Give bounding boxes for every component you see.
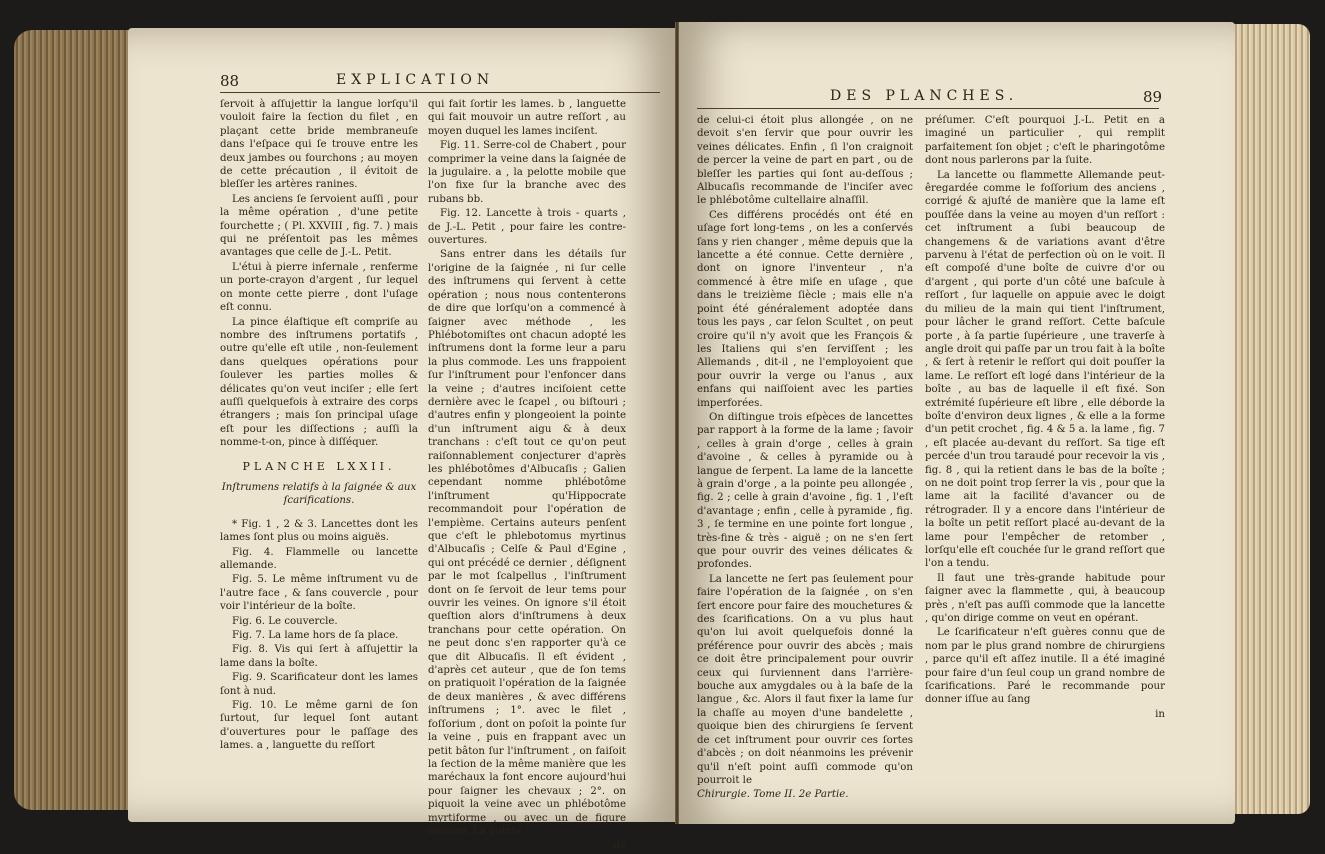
figure-item: Fig. 4. Flammelle ou lancette allemande. bbox=[220, 546, 418, 571]
right-running-head: DES PLANCHES. bbox=[830, 88, 1019, 104]
catchword: de bbox=[613, 840, 626, 852]
paragraph: Les anciens ſe ſervoient auſſi , pour la même opération , d'une petite fourchette ; ( Pl. XXVIII , fig. 7. ) mais qui ne préſentoit pas les mêmes avantages que celle de J.-L. Petit. bbox=[220, 193, 418, 259]
right-page bbox=[675, 22, 1235, 824]
right-column-1 bbox=[697, 114, 913, 803]
paragraph: préſumer. C'eſt pourquoi J.-L. Petit en a imaginé un particulier , qui remplit parfaitement ſon objet ; c'eſt le pharingotôme dont nous parlerons par la ſuite. bbox=[925, 115, 1165, 167]
right-column-2 bbox=[925, 114, 1165, 722]
paragraph: La pince élaſtique eſt compriſe au nombre des inſtrumens portatifs , outre qu'elle eſt utile , non-ſeulement dans quelques opérations pour ſoulever les parties molles & délicates qu'on veut inciſer ; elle ſert auſſi quelquefois à extraire des corps étrangers ; mais ſon principal uſage eſt pour les diſſections ; auſſi la nomme-t-on, pince à diſſéquer. bbox=[220, 316, 418, 449]
paragraph: Il faut une très-grande habitude pour ſaigner avec la flammette , qui, à beaucoup près , n'eſt pas auſſi commode que la lancette , qu'on dirige comme on veut en opérant. bbox=[925, 572, 1165, 625]
right-head-rule bbox=[697, 108, 1159, 109]
paragraph: Fig. 12. Lancette à trois - quarts , de J.-L. Petit , pour faire les contre-ouvertures. bbox=[428, 208, 626, 247]
figure-item: Fig. 9. Scarificateur dont les lames ſont à nud. bbox=[220, 672, 418, 697]
paragraph: L'étui à pierre infernale , renferme un porte-crayon d'argent , ſur lequel on monte cette pierre , dont l'uſage eſt connu. bbox=[220, 261, 418, 314]
paragraph: Ces différens procédés ont été en uſage fort long-tems , on les a conſervés ſans y rien changer , même depuis que la lancette a été connue. Cette dernière , dont on ignore l'inventeur , n'a commencé à être miſe en uſage , que dans le treizième ſiècle ; mais elle n'a point été généralement adoptée dans tous les pays , car ſelon Scultet , on peut croire qu'il n'y avoit que les François & les Italiens qui s'en ſerviſſent ; les Allemands , dit-il , ne l'employoient que pour ouvrir la verge ou l'anus , aux enfans qui naiſſoient avec les parties imperforées. bbox=[697, 209, 913, 409]
paragraph: Sans entrer dans les détails ſur l'origine de la ſaignée , ni ſur celle des inſtrumens qui ſervent à cette opération ; nous nous contenterons de dire que lorſqu'on a commencé à ſaigner avec méthode , les Phlébotomiſtes ont chacun adopté les inſtrumens dont la forme leur a paru la plus commode. Les uns frappoient ſur l'inſtrument pour l'enfoncer dans la veine ; d'autres inciſoient cette dernière avec le ſcapel , ou biſtouri ; d'autres enfin y plongeoient la pointe d'un inſtrument aigu & à deux tranchans : c'eſt tout ce qu'on peut raiſonnablement conjecturer d'après les phlébotômes d'Albucaſis ; Galien cependant nomme phlébotôme l'inſtrument qu'Hippocrate recommandoit pour l'opération de l'empième. Certains auteurs penſent que c'eſt le phlebotomus myrtinus d'Albucaſis ; Celſe & Paul d'Egine , qui ont précédé ce dernier , déſignent par le mot ſcalpellus , l'inſtrument dont on ſe ſervoit de leur tems pour ouvrir les veines. On ignore s'il étoit queſtion alors d'inſtrumens à deux tranchans pour cette opération. On ne peut donc s'en rapporter qu'à ce que dit Albucaſis. Il eſt évident , d'après cet auteur , que de ſon tems on pratiquoit l'opération de la ſaignée de deux manières , & avec différens inſtrumens ; 1°. avec le filet , foſſorium , dont on poſoit la pointe ſur la veine , puis en frappant avec un petit bâton ſur l'inſtrument , on faiſoit la ſection de la même manière que les maréchaux la font encore aujourd'hui pour ſaigner les chevaux ; 2°. on piquoit la veine avec un phlébotôme myrtiforme , ou avec un de figure olivaire. La pointe bbox=[428, 249, 626, 837]
plate-subtitle: Inſtrumens relatifs à la ſaignée & aux ſcarifications. bbox=[221, 481, 417, 507]
paragraph: ſervoit à aſſujettir la langue lorſqu'il vouloit faire la ſection du filet , en plaçant cette bride membraneuſe dans l'eſpace qui ſe trouve entre les deux jambes ou fourchons ; au moyen de cette précaution , il évitoit de bleſſer les artères ranines. bbox=[220, 99, 418, 191]
left-column-1 bbox=[220, 98, 418, 754]
paragraph: Le ſcarificateur n'eſt guères connu que de nom par le plus grand nombre de chirurgiens , parce qu'il eſt aſſez inutile. Il a été imaginé pour faire d'un ſeul coup un grand nombre de ſcarifications. Paré le recommande pour donner iſſue au ſang bbox=[925, 627, 1165, 706]
paragraph: qui fait ſortir les lames. b , languette qui fait mouvoir un autre reſſort , au moyen duquel les lames inciſent. bbox=[428, 99, 626, 137]
paragraph: La lancette ou flammette Allemande peut-êregardée comme le foſſorium des anciens , corrigé & ajuſté de manière que la lame eſt pouſſée dans la veine au moyen d'un reſſort : cet inſtrument a ſubi beaucoup de changemens & de variations avant d'être parvenu à l'état de perfection où on le voit. Il eſt compoſé d'une boîte de cuivre d'or ou d'argent , qui porte d'un côté une baſcule à reſſort , ſur laquelle on appuie avec le doigt du milieu de la main qui tient l'inſtrument, pour lâcher le grand reſſort. Cette baſcule porte , à ſa partie ſupérieure , une traverſe à angle droit qui paſſe par un trou fait à la boîte , & ſert à retenir le reſſort qui doit pouſſer la lame. Le reſſort eſt logé dans l'intérieur de la boîte , au bas de laquelle il eſt fixé. Son extrémité ſupérieure eſt libre , elle déborde la boîte d'environ deux lignes , & elle a la forme d'un petit crochet , fig. 4 & 5 a. la lame , fig. 7 , eſt placée au-devant du reſſort. Sa tige eſt percée d'un trou taraudé pour recevoir la vis , fig. 8 , qui la retient dans le bas de la boîte ; on ne doit point trop ſerrer la vis , pour que la lame ait la facilité d'avancer ou de rétrograder. Il y a encore dans l'intérieur de la boîte un petit reſſort placé au-devant de la lame pour l'empêcher de retomber , lorſqu'elle eſt couchée ſur le grand reſſort que l'on a tendu. bbox=[925, 169, 1165, 570]
catchword: in bbox=[1155, 708, 1165, 720]
figure-item: Fig. 5. Le même inſtrument vu de l'autre face , & ſans couvercle , pour voir l'intérieur de la boîte. bbox=[220, 574, 418, 613]
book-gutter bbox=[675, 22, 679, 824]
left-head-rule bbox=[220, 92, 660, 93]
left-column-2 bbox=[428, 98, 626, 854]
paragraph: Fig. 11. Serre-col de Chabert , pour comprimer la veine dans la ſaignée de la jugulaire. a , la pelotte mobile que l'on fixe ſur la branche avec des rubans bb. bbox=[428, 140, 626, 205]
paragraph: de celui-ci étoit plus allongée , on ne devoit s'en ſervir que pour ouvrir les veines délicates. Enfin , ſi l'on craignoit de percer la veine de part en part , ou de bleſſer les parties qui ſont au-deſſous ; Albucaſis recommande de l'inciſer avec le phlébotôme cultellaire alnaſſil. bbox=[697, 115, 913, 207]
left-running-head: EXPLICATION bbox=[336, 72, 495, 88]
signature-line: Chirurgie. Tome II. 2e Partie. bbox=[697, 789, 849, 801]
paragraph: On diſtingue trois eſpèces de lancettes par rapport à la forme de la lame ; ſavoir , celles à grain d'orge , celles à grain d'avoine , & celles à pyramide ou à langue de ſerpent. La lame de la lancette à grain d'orge , a la pointe peu allongée , fig. 2 ; celle à grain d'avoine , fig. 1 , l'eſt d'avantage ; enfin , celle à pyramide , fig. 3 , ſe termine en une pointe fort longue , très-fine & très - aiguë ; on ne s'en ſert que pour ouvrir des veines délicates & profondes. bbox=[697, 411, 913, 571]
left-page-number: 88 bbox=[220, 72, 240, 90]
figure-item: Fig. 7. La lame hors de ſa place. bbox=[232, 630, 399, 642]
paragraph: La lancette ne ſert pas ſeulement pour faire l'opération de la ſaignée , on s'en ſert encore pour faire des mouchetures & des ſcarifications. On a vu plus haut qu'on lui avoit quelquefois donné la préférence pour ouvrir des abcès ; mais ce doit être principalement pour ouvrir ceux qui ſurviennent dans l'arrière-bouche aux amygdales ou à la baſe de la langue , &c. Alors il faut fixer la lame ſur la chaſſe au moyen d'une bandelette , quoique bien des chirurgiens ſe ſervent de cet inſtrument pour ouvrir ces ſortes d'abcès ; on doit néanmoins les prévenir qu'il n'eſt point auſſi commode qu'on pourroit le bbox=[697, 573, 913, 786]
figure-item: Fig. 10. Le même garni de ſon ſurtout, ſur lequel ſont autant d'ouvertures pour le paſſage des lames. a , languette du reſſort bbox=[220, 700, 418, 752]
left-page-edges bbox=[14, 30, 134, 810]
figure-item: Fig. 6. Le couvercle. bbox=[232, 615, 338, 627]
left-page bbox=[128, 28, 678, 852]
right-page-number: 89 bbox=[1143, 88, 1163, 106]
figure-item: Fig. 8. Vis qui ſert à aſſujettir la lame dans la boîte. bbox=[220, 644, 418, 669]
figure-item: * Fig. 1 , 2 & 3. Lancettes dont les lames ſont plus ou moins aiguës. bbox=[220, 518, 418, 544]
plate-heading: PLANCHE LXXII. bbox=[242, 459, 396, 473]
